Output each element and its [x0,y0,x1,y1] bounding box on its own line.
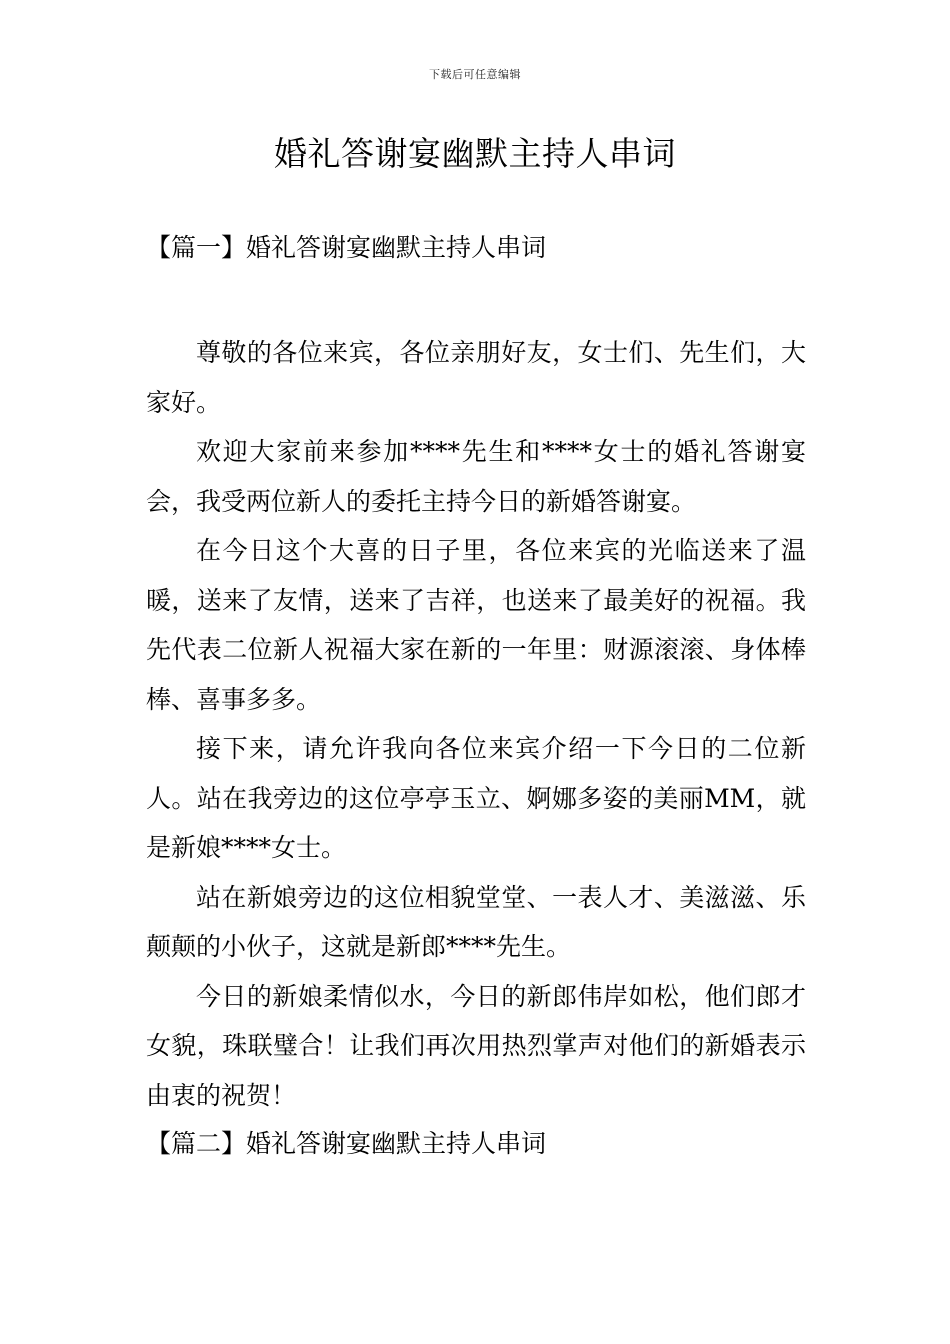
document-title: 婚礼答谢宴幽默主持人串词 [274,134,676,173]
header-note: 下载后可任意编辑 [429,68,521,81]
paragraph-3: 在今日这个大喜的日子里，各位来宾的光临送来了温暖，送来了友情，送来了吉祥，也送来了最美好的祝福。我先代表二位新人祝福大家在新的一年里：财源滚滚、身体棒棒、喜事多多。 [146,536,806,714]
paragraph-1: 尊敬的各位来宾，各位亲朋好友，女士们、先生们，大家好。 [146,338,806,417]
paragraph-5: 站在新娘旁边的这位相貌堂堂、一表人才、美滋滋、乐颠颠的小伙子，这就是新郎****先生。 [146,882,806,961]
paragraph-4: 接下来，请允许我向各位来宾介绍一下今日的二位新人。站在我旁边的这位亭亭玉立、婀娜多姿的美丽MM，就是新娘****女士。 [146,734,806,862]
section-heading-1: 【篇一】婚礼答谢宴幽默主持人串词 [146,233,547,262]
section-heading-2: 【篇二】婚礼答谢宴幽默主持人串词 [146,1129,547,1158]
paragraph-2: 欢迎大家前来参加****先生和****女士的婚礼答谢宴会，我受两位新人的委托主持今日的新婚答谢宴。 [146,437,806,516]
paragraph-6: 今日的新娘柔情似水，今日的新郎伟岸如松，他们郎才女貌，珠联璧合！让我们再次用热烈掌声对他们的新婚表示由衷的祝贺！ [146,981,806,1110]
body-text [146,328,806,1120]
